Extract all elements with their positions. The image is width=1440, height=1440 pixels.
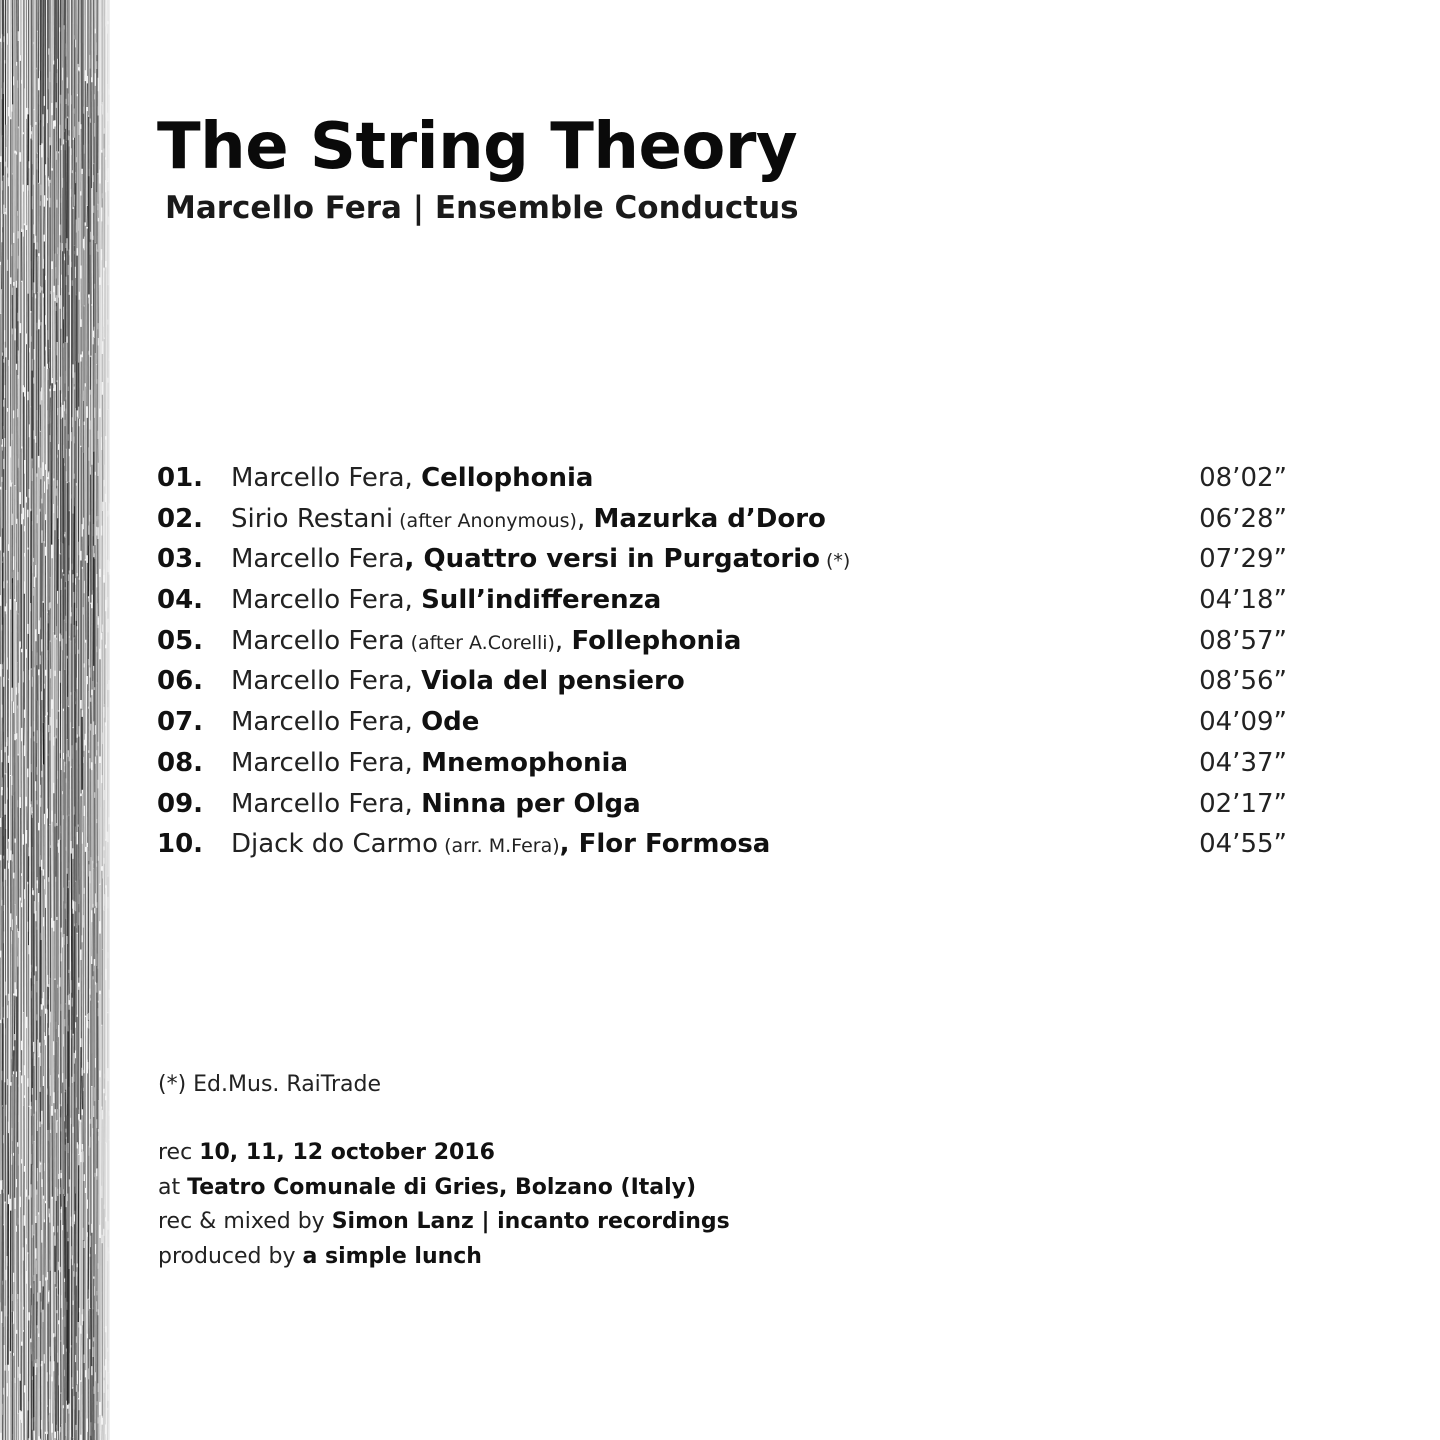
track-duration: 06’28”: [1199, 503, 1287, 534]
credit-label: produced by: [158, 1243, 303, 1269]
credit-label: rec: [158, 1140, 200, 1165]
credit-line-recorded: [158, 1136, 730, 1171]
track-composer: Djack do Carmo: [231, 829, 439, 860]
track-composer: Marcello Fera: [231, 666, 405, 697]
track-duration: 04’09”: [1199, 707, 1287, 738]
credit-value: Teatro Comunale di Gries, Bolzano (Italy): [187, 1174, 697, 1200]
album-title: The String Theory: [157, 110, 798, 184]
track-composer: Marcello Fera: [231, 625, 405, 656]
track-title: Follephonia: [571, 625, 742, 656]
track-credit: [231, 784, 641, 827]
track-composer: Marcello Fera: [231, 585, 405, 616]
track-separator: ,: [404, 666, 422, 697]
track-row: [157, 661, 1287, 702]
track-credit: [231, 702, 479, 745]
track-composer: Marcello Fera: [231, 544, 405, 575]
credit-label: at: [158, 1174, 188, 1200]
track-duration: 04’18”: [1199, 585, 1287, 616]
track-title: Mnemophonia: [421, 747, 628, 778]
track-duration: 07’29”: [1199, 544, 1287, 575]
track-row: [157, 539, 1287, 580]
track-title: Mazurka d’Doro: [593, 503, 826, 534]
track-credit: [231, 621, 741, 664]
track-credit: [231, 580, 661, 623]
track-composer: Marcello Fera: [231, 788, 405, 819]
track-separator: ,: [404, 585, 422, 616]
credit-value: Simon Lanz | incanto recordings: [331, 1209, 730, 1234]
track-duration: 08’56”: [1199, 666, 1287, 697]
track-separator: ,: [404, 788, 422, 819]
track-number: 05.: [157, 625, 204, 656]
track-row: [157, 499, 1287, 540]
track-separator: ,: [576, 503, 594, 534]
strings-texture-image: [0, 0, 110, 1440]
strings-texture-strip: [0, 0, 110, 1440]
track-row: [157, 580, 1287, 621]
track-title: Ode: [421, 707, 480, 738]
track-composer: Marcello Fera: [231, 747, 405, 778]
credit-label: rec & mixed by: [158, 1209, 332, 1234]
recording-credits: [158, 1136, 730, 1274]
track-number: 10.: [157, 829, 204, 860]
track-composer: Sirio Restani: [231, 503, 394, 534]
track-number: 02.: [157, 503, 204, 534]
track-number: 08.: [157, 747, 204, 778]
track-separator: ,: [404, 463, 422, 493]
track-separator: ,: [404, 747, 422, 778]
track-duration: 08’57”: [1199, 625, 1287, 656]
album-subtitle: Marcello Fera | Ensemble Conductus: [165, 190, 799, 226]
track-number: 01.: [157, 463, 204, 493]
track-composer: Marcello Fera: [231, 707, 405, 738]
track-title: Sull’indifferenza: [421, 585, 662, 616]
track-row: [157, 702, 1287, 743]
track-number: 06.: [157, 666, 204, 697]
track-duration: 04’37”: [1199, 747, 1287, 778]
track-number: 03.: [157, 544, 204, 575]
credit-line-venue: [158, 1171, 730, 1206]
credit-line-producer: [158, 1240, 730, 1275]
track-credit: [231, 499, 826, 542]
track-duration: 04’55”: [1199, 829, 1287, 860]
track-credit: [231, 824, 770, 867]
track-row: [157, 784, 1287, 825]
track-credit: [231, 661, 685, 704]
track-note: (after Anonymous): [393, 509, 577, 532]
track-title: Flor Formosa: [578, 829, 771, 860]
track-row: [157, 621, 1287, 662]
track-title: Ninna per Olga: [421, 788, 641, 819]
track-credit: [231, 458, 593, 501]
track-separator: ,: [404, 707, 422, 738]
track-title: Cellophonia: [421, 463, 594, 493]
footnote: (*) Ed.Mus. RaiTrade: [158, 1072, 382, 1097]
track-note: (after A.Corelli): [404, 631, 555, 654]
credit-line-engineer: [158, 1205, 730, 1240]
track-title: Quattro versi in Purgatorio: [423, 544, 820, 575]
track-composer: Marcello Fera: [231, 463, 405, 493]
track-number: 07.: [157, 707, 204, 738]
track-separator: ,: [554, 625, 572, 656]
credit-value: 10, 11, 12 october 2016: [199, 1140, 495, 1165]
track-credit: [231, 743, 628, 786]
track-duration: 02’17”: [1199, 788, 1287, 819]
track-credit: [231, 539, 850, 582]
track-title: Viola del pensiero: [421, 666, 685, 697]
track-row: [157, 458, 1287, 499]
track-number: 09.: [157, 788, 204, 819]
track-number: 04.: [157, 585, 204, 616]
track-row: [157, 824, 1287, 865]
track-row: [157, 743, 1287, 784]
track-suffix: (*): [819, 550, 851, 573]
track-separator: ,: [404, 544, 424, 575]
track-duration: 08’02”: [1199, 463, 1287, 493]
track-separator: ,: [559, 829, 579, 860]
tracklist: [157, 458, 1287, 865]
credit-value: a simple lunch: [302, 1243, 482, 1269]
track-note: (arr. M.Fera): [438, 835, 560, 858]
